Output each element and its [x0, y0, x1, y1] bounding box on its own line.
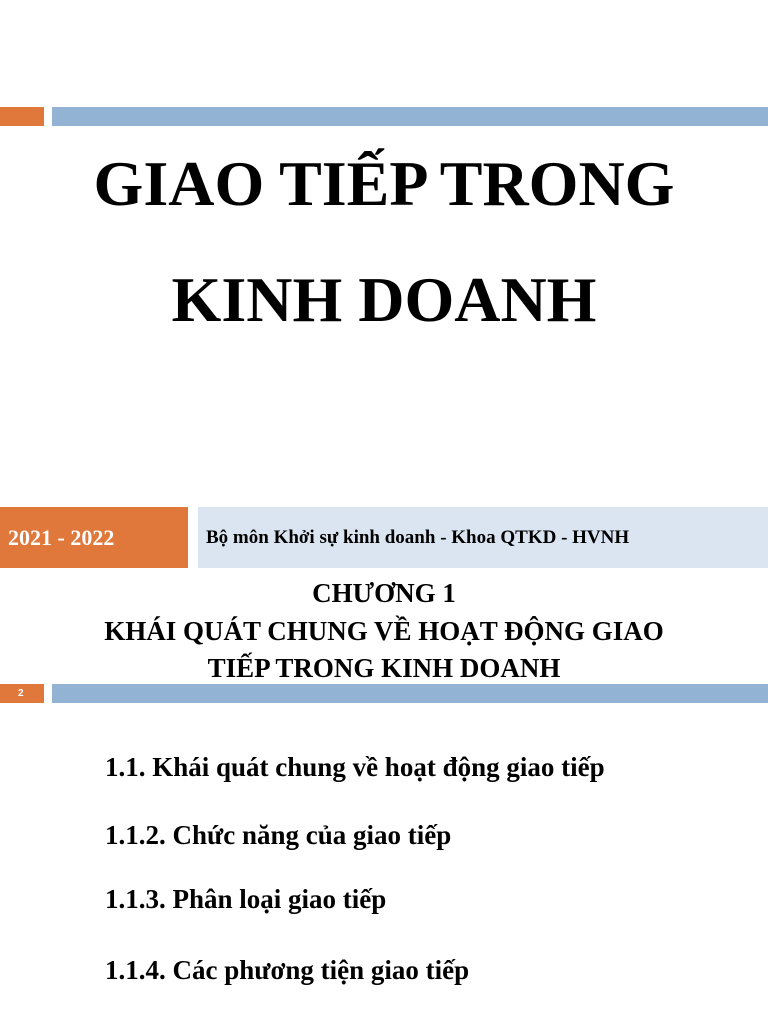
list-item: 1.1.4. Các phương tiện giao tiếp	[105, 955, 470, 985]
list-item: 1.1.2. Chức năng của giao tiếp	[105, 820, 452, 850]
slide-2-accent-blue-bar	[52, 684, 768, 703]
slide-number-badge	[0, 684, 44, 703]
year-badge: 2021 - 2022	[0, 507, 188, 568]
list-item: 1.1. Khái quát chung về hoạt động giao tiếp	[105, 752, 605, 782]
slide-number: 2	[18, 688, 24, 699]
department-footer: Bộ môn Khởi sự kinh doanh - Khoa QTKD - HVNH	[198, 507, 768, 568]
slide-title-line-1: GIAO TIẾP TRONG	[93, 148, 675, 219]
chapter-heading-line-1: KHÁI QUÁT CHUNG VỀ HOẠT ĐỘNG GIAO	[104, 616, 664, 646]
chapter-number: CHƯƠNG 1	[312, 578, 456, 608]
list-item: 1.1.3. Phân loại giao tiếp	[105, 884, 387, 914]
slide-title-line-2: KINH DOANH	[171, 264, 597, 335]
top-accent-orange-bar	[0, 107, 44, 126]
top-accent-blue-bar	[52, 107, 768, 126]
chapter-heading-line-2: TIẾP TRONG KINH DOANH	[207, 653, 561, 683]
